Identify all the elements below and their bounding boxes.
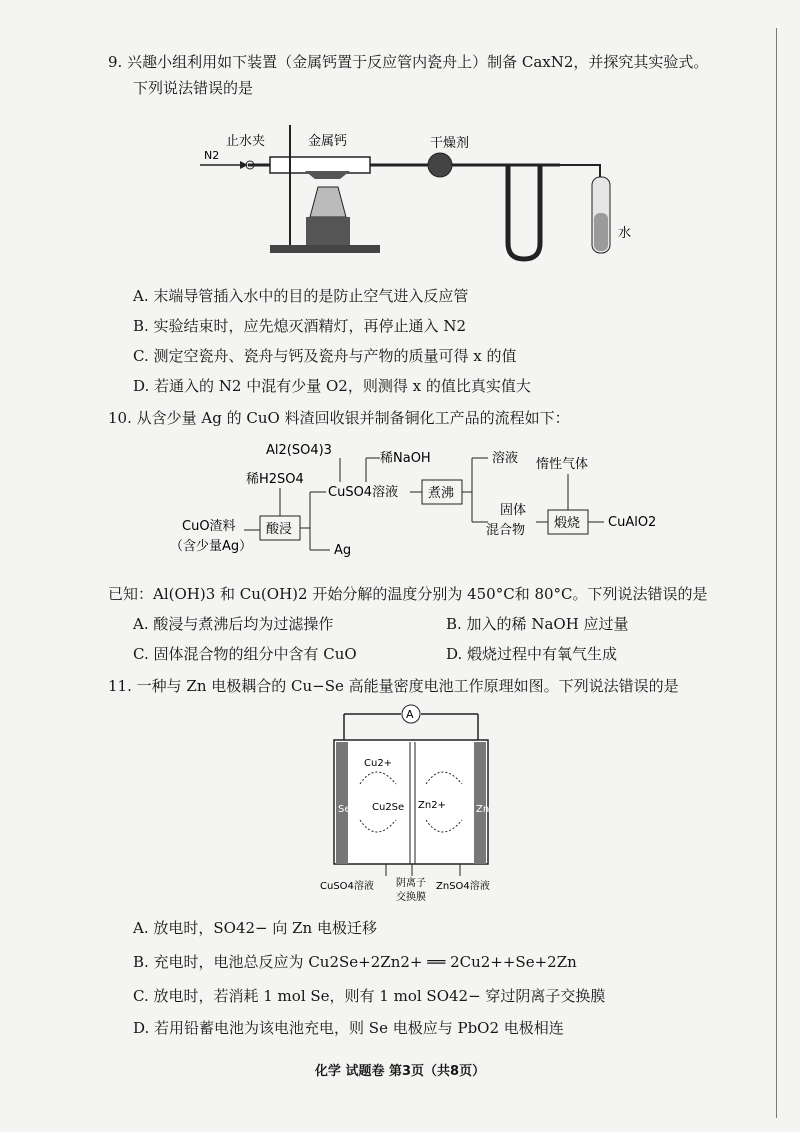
q11-stem: 11. 一种与 Zn 电极耦合的 Cu−Se 高能量密度电池工作原理如图。下列说法错误的是: [108, 677, 679, 695]
q11-option-a: A. 放电时，SO42− 向 Zn 电极迁移: [133, 919, 377, 937]
flow-acid-leach: 酸浸: [266, 522, 293, 537]
q9-label-n2: N2: [204, 149, 220, 162]
q9-option-c: C. 测定空瓷舟、瓷舟与钙及瓷舟与产物的质量可得 x 的值: [133, 347, 517, 365]
flow-dilute-h2so4: 稀H2SO4: [246, 472, 304, 487]
outlet-tube: [540, 165, 600, 243]
flow-al2so4: Al2(SO4)3: [266, 443, 332, 458]
flow-cuso4: CuSO4溶液: [328, 485, 399, 500]
q9-option-d: D. 若通入的 N2 中混有少量 O2，则测得 x 的值比真实值大: [133, 377, 531, 395]
q11-battery-figure: [316, 704, 516, 906]
q10-flowchart: [160, 438, 680, 566]
q9-label-clamp: 止水夹: [226, 134, 266, 149]
q11-option-c: C. 放电时，若消耗 1 mol Se，则有 1 mol SO42− 穿过阴离子交换膜: [133, 987, 606, 1005]
alcohol-lamp: [310, 187, 346, 217]
stand-base: [270, 245, 380, 253]
flow-solution: 溶液: [492, 451, 519, 466]
flow-solid-2: 混合物: [486, 523, 526, 538]
se-electrode: [336, 742, 348, 864]
porcelain-boat: [305, 171, 350, 179]
lamp-support: [306, 217, 350, 245]
q9-label-desiccant: 干燥剂: [430, 136, 470, 151]
q11-membrane-2: 交换膜: [396, 892, 426, 903]
q9-stem-line1: 9. 兴趣小组利用如下装置（金属钙置于反应管内瓷舟上）制备 CaxN2，并探究其实验式。: [108, 53, 709, 71]
q11-membrane-1: 阴离子: [396, 878, 426, 889]
q9-stem-line2: 下列说法错误的是: [133, 79, 254, 97]
q10-option-a: A. 酸浸与煮沸后均为过滤操作: [133, 615, 334, 633]
q11-zn2plus: Zn2+: [418, 800, 446, 811]
flow-dilute-naoh: 稀NaOH: [380, 451, 431, 466]
q10-option-d: D. 煅烧过程中有氧气生成: [446, 645, 618, 663]
q11-cu2se: Cu2Se: [372, 802, 405, 813]
q10-stem: 10. 从含少量 Ag 的 CuO 料渣回收银并制备铜化工产品的流程如下：: [108, 409, 570, 427]
page-footer: 化学 试题卷 第3页（共8页）: [314, 1064, 486, 1079]
q9-option-a: A. 末端导管插入水中的目的是防止空气进入反应管: [133, 287, 469, 305]
cell-container: [334, 740, 488, 864]
q11-ammeter: A: [406, 708, 414, 721]
q9-option-b: B. 实验结束时，应先熄灭酒精灯，再停止通入 N2: [133, 317, 466, 335]
zn-electrode: [474, 742, 486, 864]
q11-option-d: D. 若用铅蓄电池为该电池充电，则 Se 电极应与 PbO2 电极相连: [133, 1019, 564, 1037]
q11-cuso4: CuSO4溶液: [320, 881, 374, 892]
flow-calcine: 煅烧: [554, 516, 581, 531]
q11-se: Se: [338, 804, 351, 815]
q10-known: 已知：Al(OH)3 和 Cu(OH)2 开始分解的温度分别为 450°C和 80°C。下列说法错误的是: [108, 585, 708, 603]
u-tube: [508, 165, 540, 259]
flow-inert-gas: 惰性气体: [536, 457, 589, 472]
flow-solid-1: 固体: [500, 503, 527, 518]
flow-contains-ag: （含少量Ag）: [170, 539, 253, 554]
q11-znso4: ZnSO4溶液: [436, 881, 490, 892]
q10-option-b: B. 加入的稀 NaOH 应过量: [446, 615, 629, 633]
reaction-tube: [270, 157, 370, 173]
flow-product: CuAlO2: [608, 515, 657, 530]
flow-boil: 煮沸: [428, 486, 455, 501]
q9-label-water: 水: [618, 226, 632, 241]
q9-apparatus-figure: [190, 125, 650, 280]
q11-cu2plus: Cu2+: [364, 758, 393, 769]
flow-cuo-residue: CuO渣料: [182, 519, 236, 534]
page-edge-line: [776, 28, 777, 1118]
water-level: [594, 213, 608, 251]
q11-zn: Zn: [476, 804, 490, 815]
q11-option-b: B. 充电时，电池总反应为 Cu2Se+2Zn2+ ══ 2Cu2++Se+2Zn: [133, 953, 577, 971]
q10-option-c: C. 固体混合物的组分中含有 CuO: [133, 645, 357, 663]
drying-bulb: [428, 153, 452, 177]
q9-label-calcium: 金属钙: [308, 134, 348, 149]
flow-ag: Ag: [334, 543, 352, 558]
